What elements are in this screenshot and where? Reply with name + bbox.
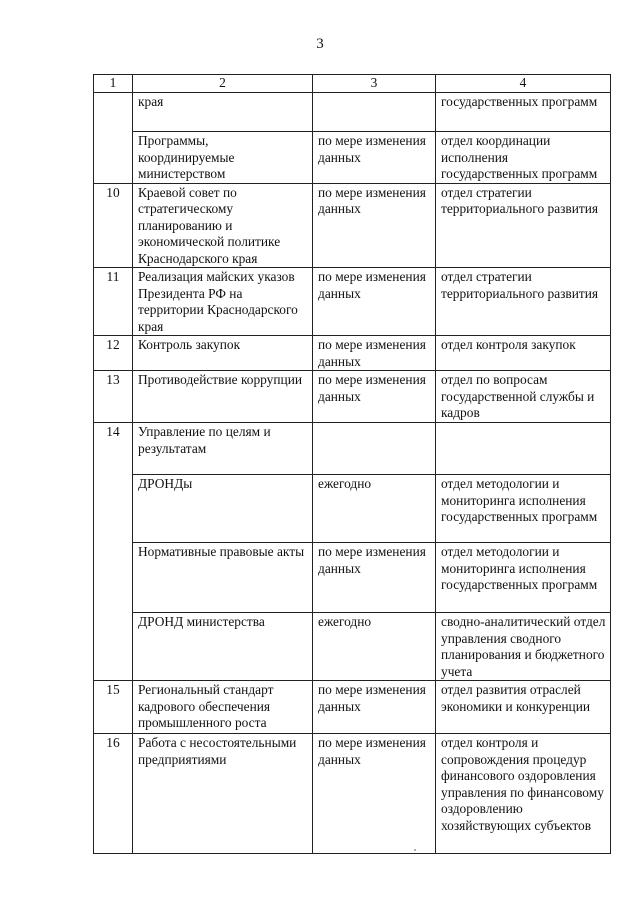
row-period: ежегодно bbox=[313, 613, 436, 681]
row-number: 12 bbox=[94, 336, 133, 371]
table-row bbox=[94, 268, 611, 336]
row-name: Реализация майских указов Президента РФ на территории Краснодарского края bbox=[133, 268, 313, 336]
row-department: сводно-аналитический отдел управления сводного планирования и бюджетного учета bbox=[436, 613, 611, 681]
row-number: 10 bbox=[94, 183, 133, 268]
row-department: отдел стратегии территориального развития bbox=[436, 268, 611, 336]
row-number: 16 bbox=[94, 734, 133, 854]
row-period: ежегодно bbox=[313, 475, 436, 543]
row-name: Программы, координируемые министерством bbox=[133, 132, 313, 184]
header-col-4: 4 bbox=[436, 75, 611, 93]
row-number: 11 bbox=[94, 268, 133, 336]
table-row bbox=[94, 423, 611, 475]
row-department: отдел координации исполнения государственных программ bbox=[436, 132, 611, 184]
row-number: 15 bbox=[94, 681, 133, 734]
header-col-3: 3 bbox=[313, 75, 436, 93]
row-period bbox=[313, 423, 436, 475]
row-department: отдел по вопросам государственной службы и кадров bbox=[436, 371, 611, 423]
row-period bbox=[313, 93, 436, 132]
row-number: 14 bbox=[94, 423, 133, 681]
row-department bbox=[436, 423, 611, 475]
header-col-2: 2 bbox=[133, 75, 313, 93]
table-row bbox=[94, 336, 611, 371]
row-name: Контроль закупок bbox=[133, 336, 313, 371]
row-department: отдел стратегии территориального развития bbox=[436, 183, 611, 268]
responsibility-table bbox=[93, 74, 611, 854]
row-number bbox=[94, 93, 133, 184]
page-number: 3 bbox=[316, 36, 324, 52]
row-name: Управление по целям и результатам bbox=[133, 423, 313, 475]
row-name: Нормативные правовые акты bbox=[133, 543, 313, 613]
row-period: по мере изменения данных bbox=[313, 734, 436, 854]
row-name: Работа с несостоятельными предприятиями bbox=[133, 734, 313, 854]
row-period: по мере изменения данных bbox=[313, 183, 436, 268]
row-period: по мере изменения данных bbox=[313, 268, 436, 336]
row-period: по мере изменения данных bbox=[313, 336, 436, 371]
row-number: 13 bbox=[94, 371, 133, 423]
row-period: по мере изменения данных bbox=[313, 543, 436, 613]
table-row bbox=[94, 132, 611, 184]
table-header-row bbox=[94, 75, 611, 93]
table-row bbox=[94, 475, 611, 543]
table-row bbox=[94, 93, 611, 132]
row-name: Противодействие коррупции bbox=[133, 371, 313, 423]
row-period: по мере изменения данных bbox=[313, 681, 436, 734]
table-row bbox=[94, 734, 611, 854]
row-period: по мере изменения данных bbox=[313, 132, 436, 184]
table-row bbox=[94, 371, 611, 423]
row-department: отдел развития отраслей экономики и конкуренции bbox=[436, 681, 611, 734]
row-department: отдел контроля и сопровождения процедур финансового оздоровления управления по финансовому оздоровлению хозяйствующих субъектов bbox=[436, 734, 611, 854]
header-col-1: 1 bbox=[94, 75, 133, 93]
table-row bbox=[94, 681, 611, 734]
row-department: отдел методологии и мониторинга исполнения государственных программ bbox=[436, 543, 611, 613]
row-department: государственных программ bbox=[436, 93, 611, 132]
row-name: ДРОНД министерства bbox=[133, 613, 313, 681]
row-period: по мере изменения данных bbox=[313, 371, 436, 423]
row-name: края bbox=[133, 93, 313, 132]
table-row bbox=[94, 613, 611, 681]
row-name: Краевой совет по стратегическому планированию и экономической политике Краснодарского края bbox=[133, 183, 313, 268]
table-row bbox=[94, 183, 611, 268]
table-row bbox=[94, 543, 611, 613]
row-name: ДРОНДы bbox=[133, 475, 313, 543]
row-department: отдел контроля закупок bbox=[436, 336, 611, 371]
row-department: отдел методологии и мониторинга исполнения государственных программ bbox=[436, 475, 611, 543]
row-name: Региональный стандарт кадрового обеспечения промышленного роста bbox=[133, 681, 313, 734]
scan-speck bbox=[414, 849, 416, 851]
